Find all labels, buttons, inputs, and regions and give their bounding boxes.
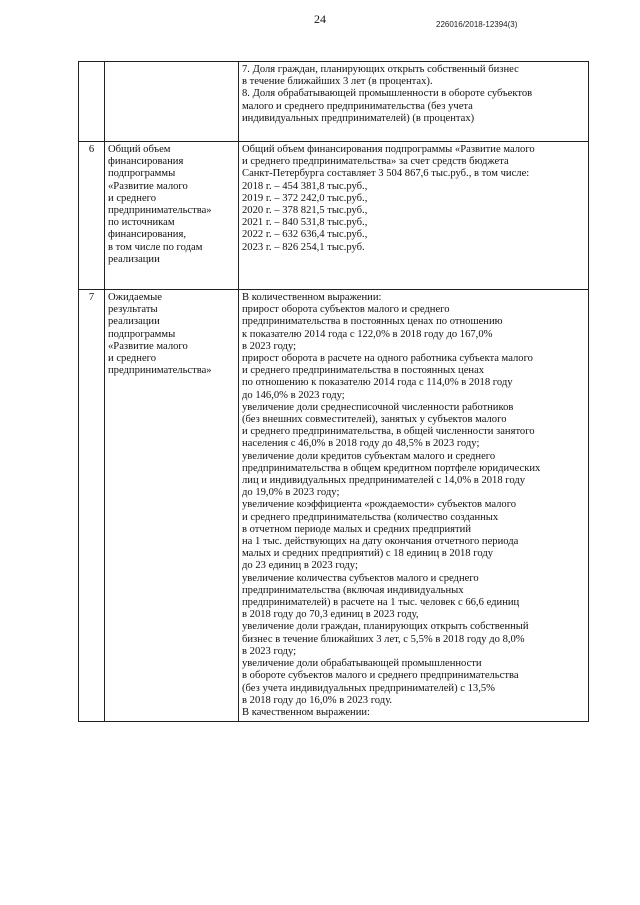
row-content-cell <box>239 62 589 142</box>
row-content-line: в отчетном периоде малых и средних предприятий <box>242 523 472 535</box>
row-content-line: (без учета индивидуальных предпринимателей) с 13,5% <box>242 682 495 694</box>
row-content-line: увеличение количества субъектов малого и среднего <box>242 572 479 584</box>
row-content-line: предпринимательства (включая индивидуальных <box>242 584 464 596</box>
table-body <box>79 62 589 722</box>
row-label-cell <box>105 62 239 142</box>
row-content-line: в обороте субъектов малого и среднего предпринимательства <box>242 670 519 682</box>
row-content-cell <box>239 290 589 722</box>
row-content-cell <box>239 142 589 290</box>
row-content-line: 2023 г. – 826 254,1 тыс.руб. <box>242 241 365 253</box>
row-content-line: предпринимательства в постоянных ценах по отношению <box>242 316 503 328</box>
row-content-line: увеличение доли среднесписочной численности работников <box>242 401 514 413</box>
row-content-line: предпринимательства в общем кредитном портфеле юридических <box>242 462 541 474</box>
row-content-line: до 146,0% в 2023 году; <box>242 389 345 401</box>
row-content-line: (без внешних совместителей), занятых у субъектов малого <box>242 414 507 426</box>
row-content-line: прирост оборота в расчете на одного работника субъекта малого <box>242 353 533 365</box>
row-content-line: бизнес в течение ближайших 3 лет, с 5,5% в 2018 году до 8,0% <box>242 633 525 645</box>
row-number: 6 <box>88 144 95 155</box>
row-content-line: в 2018 году до 16,0% в 2023 году. <box>242 694 393 706</box>
row-content-line: до 23 единиц в 2023 году; <box>242 560 358 572</box>
row-label-line: реализации <box>108 253 160 265</box>
row-content-line: предпринимателей) в расчете на 1 тыс. человек с 66,6 единиц <box>242 597 520 609</box>
row-content-line: в 2023 году; <box>242 645 297 657</box>
row-content-line: увеличение доли обрабатывающей промышленности <box>242 658 482 670</box>
row-content-line: до 19,0% в 2023 году; <box>242 487 340 499</box>
row-content-line: увеличение доли кредитов субъектам малого и среднего <box>242 450 496 462</box>
row-label-line: финансирования, <box>108 229 186 241</box>
row-label-line: реализации <box>108 316 160 328</box>
table-row <box>79 290 589 722</box>
row-label-line: подпрограммы <box>108 168 176 180</box>
row-number-cell <box>79 62 105 142</box>
row-number-cell <box>79 290 105 722</box>
row-content-line: на 1 тыс. действующих на дату окончания отчетного периода <box>242 536 519 548</box>
row-label-line: предпринимательства» <box>108 205 212 217</box>
row-number-cell <box>79 142 105 290</box>
row-content-line: 2020 г. – 378 821,5 тыс.руб., <box>242 205 368 217</box>
row-content-line: по отношению к показателю 2014 года с 114,0% в 2018 году <box>242 377 513 389</box>
row-content-line: малого и среднего предпринимательства (без учета <box>242 100 473 112</box>
program-passport-table <box>78 61 589 722</box>
row-content-line: В качественном выражении: <box>242 706 370 718</box>
row-content-line: прирост оборота субъектов малого и среднего <box>242 304 450 316</box>
row-content-line: в течение ближайших 3 лет (в процентах). <box>242 76 433 88</box>
row-content-line: в 2018 году до 70,3 единиц в 2023 году, <box>242 609 419 621</box>
row-content-line: и среднего предпринимательства (количество созданных <box>242 511 499 523</box>
row-content-line: В количественном выражении: <box>242 292 382 303</box>
row-content-line: 8. Доля обрабатывающей промышленности в обороте субъектов <box>242 88 533 100</box>
row-label-line: в том числе по годам <box>108 241 203 253</box>
row-label-cell <box>105 290 239 722</box>
row-content-line: в 2023 году; <box>242 340 297 352</box>
page-number: 24 <box>314 12 326 26</box>
table-row <box>79 62 589 142</box>
row-content-line: малых и средних предприятий) с 18 единиц в 2018 году <box>242 548 494 560</box>
row-content-line: 2021 г. – 840 531,8 тыс.руб., <box>242 217 368 229</box>
row-content-line: и среднего предпринимательства в постоянных ценах <box>242 365 485 377</box>
row-content-line: населения с 46,0% в 2018 году до 48,5% в 2023 году; <box>242 438 480 450</box>
row-content-line: индивидуальных предпринимателей) (в процентах) <box>242 112 475 124</box>
row-content-line: 7. Доля граждан, планирующих открыть собственный бизнес <box>242 64 519 75</box>
row-label-cell <box>105 142 239 290</box>
row-label-line: Общий объем <box>108 144 171 155</box>
row-content-line: 2022 г. – 632 636,4 тыс.руб., <box>242 229 368 241</box>
row-content-line: Общий объем финансирования подпрограммы «Развитие малого <box>242 144 535 155</box>
row-content-line: увеличение доли граждан, планирующих открыть собственный <box>242 621 529 633</box>
row-label-line: результаты <box>108 304 158 316</box>
row-label-line: «Развитие малого <box>108 340 188 352</box>
row-content-line: и среднего предпринимательства, в общей численности занятого <box>242 426 535 438</box>
row-content-line: увеличение коэффициента «рождаемости» субъектов малого <box>242 499 517 511</box>
row-content-line: к показателю 2014 года с 122,0% в 2018 году до 167,0% <box>242 328 493 340</box>
row-label-line: Ожидаемые <box>108 292 162 303</box>
row-label-line: и среднего <box>108 192 157 204</box>
row-label-line: предпринимательства» <box>108 365 212 377</box>
row-label-line: финансирования <box>108 156 184 168</box>
row-label-line: по источникам <box>108 217 175 229</box>
row-label-line: «Развитие малого <box>108 180 188 192</box>
row-content-line: 2019 г. – 372 242,0 тыс.руб., <box>242 192 368 204</box>
row-content-line: Санкт-Петербурга составляет 3 504 867,6 тыс.руб., в том числе: <box>242 168 530 180</box>
row-label-line: и среднего <box>108 353 157 365</box>
row-content-line: и среднего предпринимательства» за счет средств бюджета <box>242 156 509 168</box>
document-id: 226016/2018-12394(3) <box>436 20 518 29</box>
row-number: 7 <box>88 292 95 303</box>
row-content-line: 2018 г. – 454 381,8 тыс.руб., <box>242 180 368 192</box>
row-content-line: лиц и индивидуальных предпринимателей с 14,0% в 2018 году <box>242 475 526 487</box>
table-row <box>79 142 589 290</box>
row-label-line: подпрограммы <box>108 328 176 340</box>
